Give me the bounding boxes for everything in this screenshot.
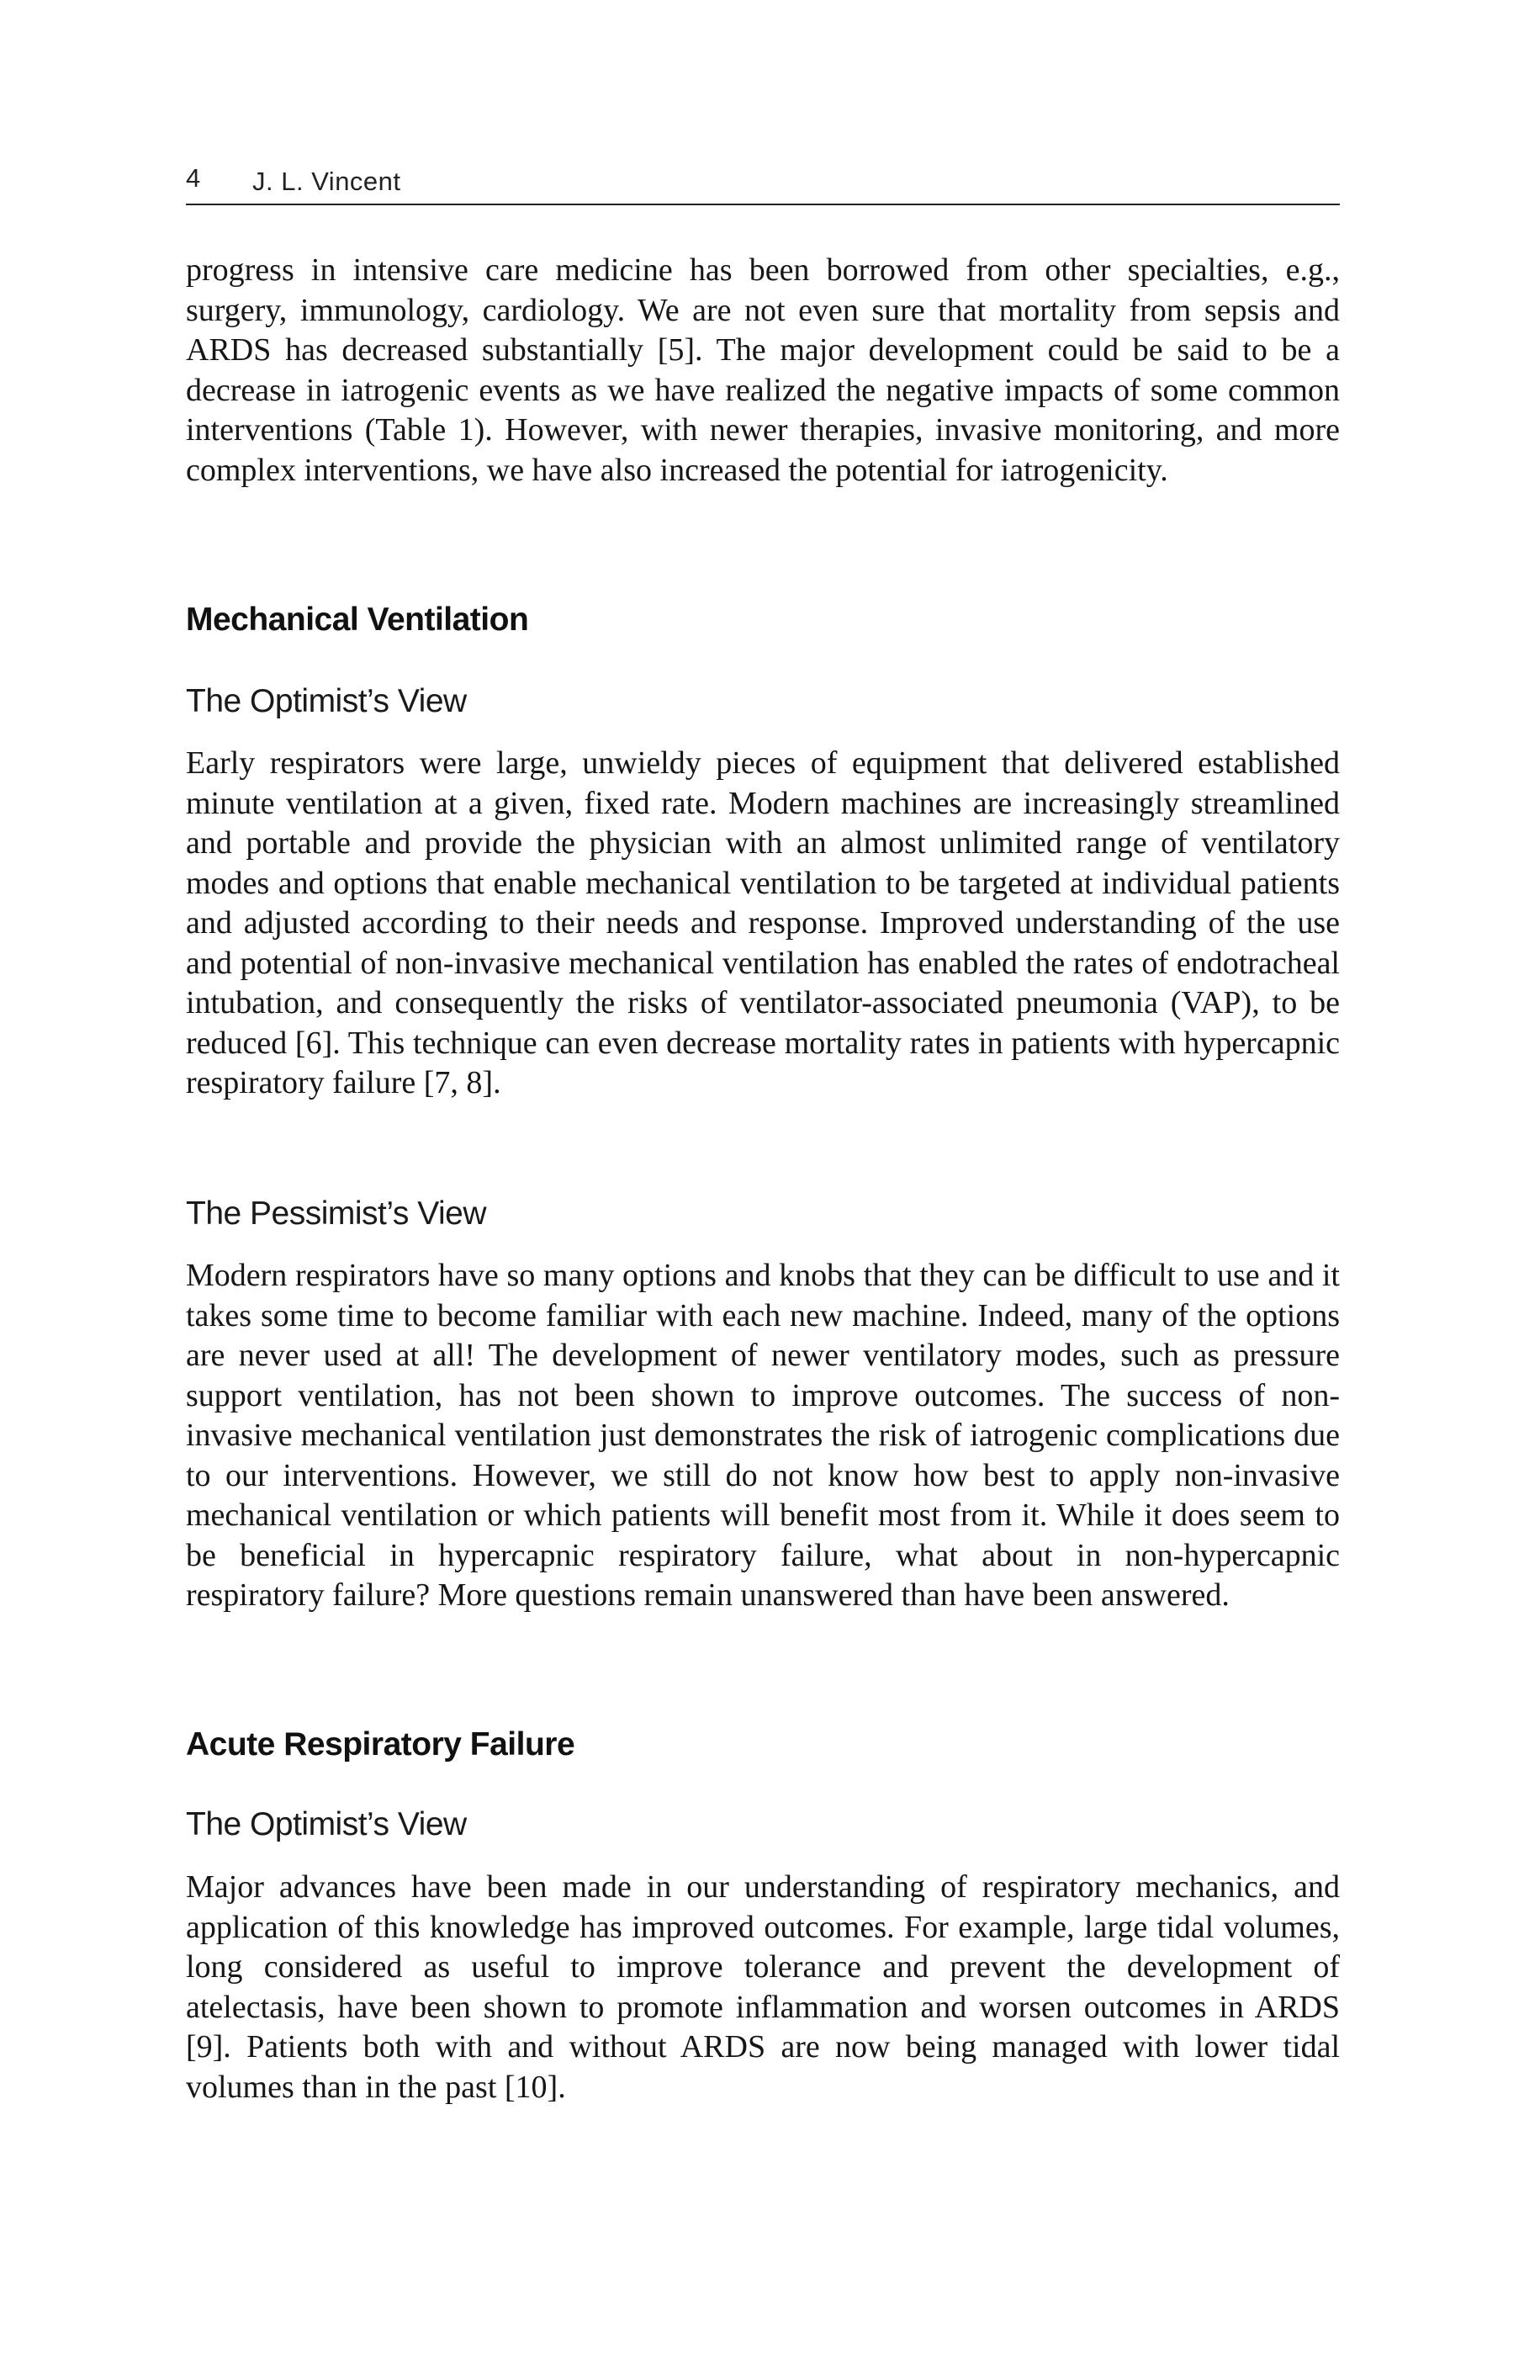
subsection-heading-pessimist-view: The Pessimist’s View <box>186 1195 487 1232</box>
mv-pessimist-paragraph: Modern respirators have so many options and knobs that they can be difficult to use and it takes some time to become familiar with each new machine. Indeed, many of the options are never used at all! The development of newer ventilatory modes, such as pressure support ventilation, has not been shown to improve outcomes. The success of non-invasive mechanical ventilation just demonstrates the risk of iatrogenic complications due to our interventions. However, we still do not know how best to apply non-invasive mechanical ventilation or which patients will benefit most from it. While it does seem to be beneficial in hypercapnic respiratory failure, what about in non-hypercapnic respiratory failure? More questions remain unanswered than have been answered. <box>186 1258 1340 1613</box>
subsection-heading-optimist-view: The Optimist’s View <box>186 1806 467 1842</box>
page-number: 4 <box>186 163 201 193</box>
running-header <box>186 162 1340 205</box>
intro-paragraph: progress in intensive care medicine has been borrowed from other specialties, e.g., surgery, immunology, cardiology. We are not even sure that mortality from sepsis and ARDS has decreased substantially [5]. The major development could be said to be a decrease in iatrogenic events as we have realized the negative impacts of some common interventions (Table 1). However, with newer therapies, invasive monitoring, and more complex interventions, we have also increased the potential for iatrogenicity. <box>186 252 1340 488</box>
section-heading-acute-respiratory-failure: Acute Respiratory Failure <box>186 1726 575 1762</box>
section-heading-mechanical-ventilation: Mechanical Ventilation <box>186 602 529 638</box>
running-head-author: J. L. Vincent <box>252 167 401 196</box>
subsection-heading-optimist-view: The Optimist’s View <box>186 683 467 719</box>
arf-optimist-paragraph: Major advances have been made in our understanding of respiratory mechanics, and application of this knowledge has improved outcomes. For example, large tidal volumes, long considered as useful to improve tolerance and prevent the development of atelectasis, have been shown to promote inflammation and worsen outcomes in ARDS [9]. Patients both with and without ARDS are now being managed with lower tidal volumes than in the past [10]. <box>186 1869 1340 2105</box>
mv-optimist-paragraph: Early respirators were large, unwieldy pieces of equipment that delivered established minute ventilation at a given, fixed rate. Modern machines are increasingly streamlined and portable and provide the physician with an almost unlimited range of ventilatory modes and options that enable mechanical ventilation to be targeted at individual patients and adjusted according to their needs and response. Improved understanding of the use and potential of non-invasive mechanical ventilation has enabled the rates of endotracheal intubation, and consequently the risks of ventilator-associated pneumonia (VAP), to be reduced [6]. This technique can even decrease mortality rates in patients with hypercapnic respiratory failure [7, 8]. <box>186 745 1340 1100</box>
